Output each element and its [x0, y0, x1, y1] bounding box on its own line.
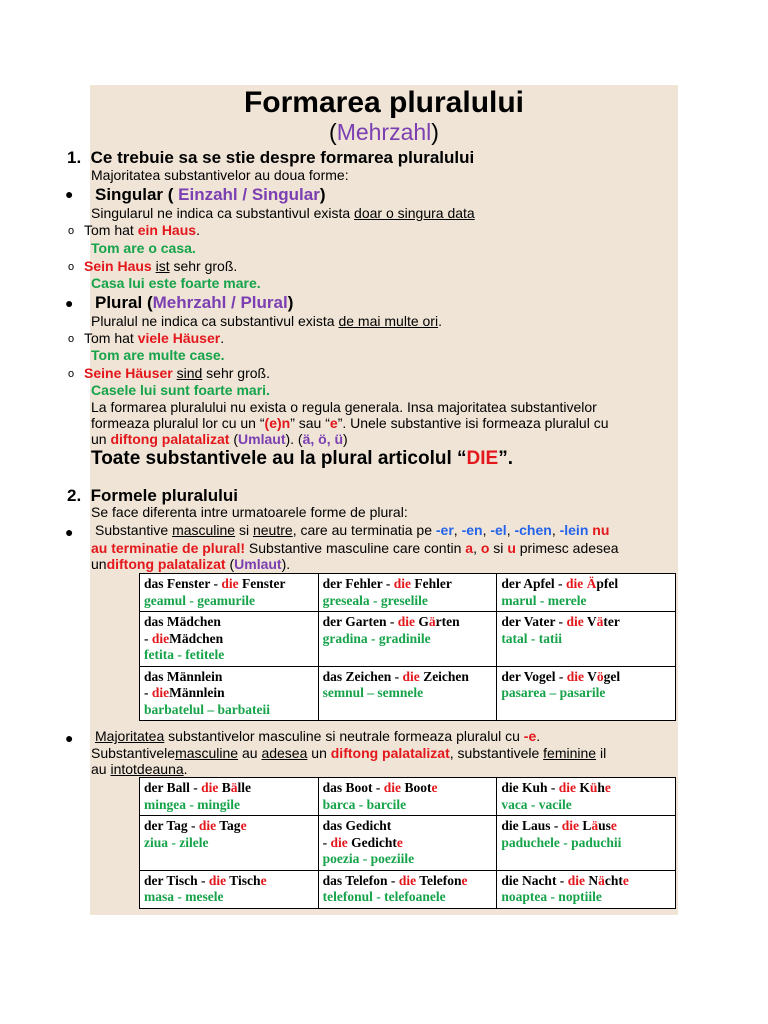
romanian-translation: noaptea - noptiile: [501, 889, 602, 904]
romanian-translation: greseala - greselile: [322, 592, 428, 608]
word-part: der Ball -: [144, 780, 202, 795]
bullet-1-line-3: undiftong palatalizat (Umlaut).: [91, 556, 291, 572]
table-row: [140, 778, 676, 816]
german-word-pair: [323, 576, 494, 593]
example-3: Tom hat viele Häuser.: [84, 330, 225, 346]
word-part: der Garten -: [322, 614, 398, 629]
german-word-pair: [323, 873, 494, 890]
word-part: h: [597, 780, 605, 795]
bullet-2-line-3: au intotdeauna.: [91, 761, 188, 777]
table-row: [140, 816, 676, 871]
table-cell: [318, 816, 497, 871]
word-part: Tag: [216, 818, 241, 833]
german-word-pair: [501, 873, 672, 890]
plural-highlight: die: [198, 818, 217, 833]
word-part: L: [578, 818, 592, 833]
paragraph-line-2: formeaza pluralul lor cu un “(e)n” sau “e”. Unele substantive isi formeaza pluralul cu: [91, 415, 609, 431]
example-2-translation: Casa lui este foarte mare.: [91, 275, 261, 291]
word-part: Fenster: [238, 576, 286, 591]
romanian-translation: barbatelul – barbateii: [144, 701, 271, 717]
singular-heading: Singular ( Einzahl / Singular): [95, 185, 326, 204]
plural-highlight: die: [398, 872, 417, 888]
german-word-pair: [144, 873, 315, 890]
german-word-pair: [323, 780, 494, 797]
word-part: lle: [237, 780, 252, 795]
german-word-pair: [323, 669, 494, 686]
german-word-pair: [144, 780, 315, 797]
romanian-translation: fetita - fetitele: [144, 647, 225, 662]
word-part: Zeichen: [419, 668, 469, 684]
word-part: G: [415, 614, 429, 629]
bullet-icon: ●: [65, 295, 74, 311]
word-part: das Fenster -: [144, 576, 222, 591]
word-part: der Fehler -: [322, 576, 394, 591]
romanian-translation: paduchele - paduchii: [501, 834, 622, 850]
bullet-icon: ●: [65, 524, 74, 540]
bullet-1-line-1: Substantive masculine si neutre, care au terminatia pe -er, -en, -el, -chen, -lein nu: [95, 522, 610, 538]
circle-bullet-icon: o: [68, 261, 75, 273]
bullet-2-line-1: Majoritatea substantivelor masculine si neutrale formeaza pluralul cu -e.: [95, 728, 541, 744]
plural-highlight: ä: [591, 818, 599, 833]
german-word-pair: [323, 614, 494, 631]
table-cell: [140, 612, 319, 667]
romanian-translation: geamul - geamurile: [144, 592, 255, 608]
table-cell: [497, 574, 676, 612]
romanian-translation: tatal - tatii: [501, 630, 563, 646]
table-cell: [497, 816, 676, 871]
table-cell: [140, 870, 319, 908]
plural-highlight: e: [461, 872, 468, 888]
plural-article-rule: Toate substantivele au la plural articolul “DIE”.: [91, 448, 513, 469]
plural-highlight: ü: [589, 780, 598, 795]
word-part: pfel: [596, 576, 619, 591]
paragraph-line-1: La formarea pluralului nu exista o regula generala. Insa majoritatea substantivelor: [91, 399, 597, 415]
table-cell: [140, 574, 319, 612]
plural-table-2: [139, 777, 676, 909]
word-part: V: [583, 614, 597, 629]
word-part: rten: [435, 614, 460, 629]
table-row: [140, 666, 676, 721]
plural-highlight: e: [396, 834, 403, 850]
table-cell: [140, 816, 319, 871]
german-word-pair: [501, 576, 672, 593]
page-title: Formarea pluralului: [243, 86, 525, 119]
section-1-heading: 1. Ce trebuie sa se stie despre formarea pluralului: [67, 148, 475, 167]
word-part: die Nacht -: [501, 872, 568, 888]
plural-definition: Pluralul ne indica ca substantivul exista de mai multe ori.: [91, 313, 442, 329]
german-word-pair: [144, 818, 315, 835]
table-cell: [318, 778, 497, 816]
plural-highlight: die: [393, 576, 412, 591]
table-cell: [497, 778, 676, 816]
word-part: B: [218, 780, 231, 795]
romanian-translation: mingea - mingile: [144, 796, 240, 812]
table-cell: [318, 870, 497, 908]
german-word-pair: [144, 614, 315, 631]
plural-highlight: die: [402, 668, 420, 684]
word-part: Gedicht: [347, 834, 397, 850]
word-part: das Boot -: [322, 780, 384, 795]
plural-highlight: die: [566, 668, 584, 684]
plural-highlight: ä: [428, 614, 436, 629]
circle-bullet-icon: o: [68, 225, 75, 237]
plural-highlight: e: [431, 780, 438, 795]
table-cell: [140, 778, 319, 816]
bullet-icon: ●: [65, 730, 74, 746]
word-part: der Vater -: [501, 614, 567, 629]
word-part: das Gedicht: [322, 818, 392, 833]
word-part: Boot: [401, 780, 432, 795]
plural-highlight: die: [558, 780, 576, 795]
plural-highlight: Ä: [586, 576, 597, 591]
romanian-translation: gradina - gradinile: [322, 630, 431, 646]
word-part: cht: [604, 872, 623, 888]
romanian-translation: telefonul - telefoanele: [322, 889, 446, 904]
word-part: der Tag -: [144, 818, 199, 833]
german-word-pair: [501, 780, 672, 797]
word-part: das Telefon -: [322, 872, 399, 888]
romanian-translation: barca - barcile: [322, 796, 407, 812]
word-part: Fehler: [411, 576, 452, 591]
word-part: die Kuh -: [501, 780, 559, 795]
plural-highlight: ö: [596, 668, 604, 684]
word-part: -: [322, 834, 331, 850]
plural-highlight: ä: [230, 780, 238, 795]
plural-highlight: die: [221, 576, 239, 591]
example-3-translation: Tom are multe case.: [91, 347, 225, 363]
german-word-pair: [501, 818, 672, 835]
singular-definition: Singularul ne indica ca substantivul exista doar o singura data: [91, 205, 475, 221]
german-word-pair: [501, 614, 672, 631]
romanian-translation: pasarea – pasarile: [501, 685, 606, 700]
word-part: us: [598, 818, 611, 833]
bullet-icon: ●: [65, 186, 74, 202]
plural-highlight: e: [622, 872, 629, 888]
word-part: Telefon: [416, 872, 462, 888]
word-part: -: [144, 685, 152, 700]
word-part: die Laus -: [501, 818, 562, 833]
word-part: K: [575, 780, 590, 795]
plural-highlight: die: [151, 685, 170, 700]
plural-highlight: die: [397, 614, 416, 629]
plural-highlight: e: [240, 818, 247, 833]
plural-highlight: ä: [598, 872, 605, 888]
plural-highlight: die: [561, 818, 579, 833]
plural-highlight: e: [260, 872, 267, 888]
plural-highlight: die: [330, 834, 348, 850]
word-part: der Vogel -: [501, 668, 567, 684]
section-1-intro: Majoritatea substantivelor au doua forme:: [91, 167, 349, 183]
word-part: das Mädchen: [144, 614, 221, 629]
table-cell: [497, 666, 676, 721]
bullet-1-line-2: au terminatie de plural! Substantive masculine care contin a, o si u primesc adesea: [91, 540, 619, 556]
word-part: Männlein: [169, 685, 225, 700]
table-cell: [497, 612, 676, 667]
word-part: Tisch: [226, 872, 261, 888]
romanian-translation: masa - mesele: [144, 889, 224, 904]
romanian-translation: marul - merele: [501, 592, 587, 608]
plural-highlight: die: [151, 630, 170, 646]
romanian-translation: poezia - poeziile: [322, 851, 415, 866]
german-word-pair: [144, 576, 315, 593]
section-2-intro: Se face diferenta intre urmatoarele forme de plural:: [91, 504, 408, 520]
plural-highlight: die: [565, 576, 584, 591]
example-1-translation: Tom are o casa.: [91, 240, 196, 256]
paragraph-line-3: un diftong palatalizat (Umlaut). (ä, ö, ü): [91, 431, 348, 447]
table-cell: [497, 870, 676, 908]
word-part: ter: [603, 614, 620, 629]
plural-table-1: [139, 573, 676, 721]
table-row: [140, 574, 676, 612]
example-4: Seine Häuser sind sehr groß.: [84, 365, 270, 381]
table-cell: [140, 666, 319, 721]
romanian-translation: vaca - vacile: [501, 796, 572, 812]
german-word-pair: [144, 685, 315, 702]
romanian-translation: ziua - zilele: [144, 834, 209, 850]
german-word-pair: [323, 835, 494, 852]
bullet-2-line-2: Substantivelemasculine au adesea un diftong palatalizat, substantivele feminine il: [91, 745, 607, 761]
german-word-pair: [144, 669, 315, 686]
word-part: N: [584, 872, 599, 888]
word-part: der Tisch -: [144, 872, 209, 888]
table-row: [140, 870, 676, 908]
section-2-heading: 2. Formele pluralului: [67, 486, 238, 505]
plural-highlight: die: [566, 614, 584, 629]
plural-highlight: die: [201, 780, 219, 795]
example-1: Tom hat ein Haus.: [84, 222, 200, 238]
table-cell: [318, 666, 497, 721]
word-part: der Apfel -: [501, 576, 566, 591]
word-part: Mädchen: [169, 630, 224, 646]
word-part: das Zeichen -: [322, 668, 403, 684]
word-part: gel: [603, 668, 621, 684]
plural-heading: Plural (Mehrzahl / Plural): [95, 293, 294, 312]
circle-bullet-icon: o: [68, 333, 75, 345]
circle-bullet-icon: o: [68, 368, 75, 380]
word-part: V: [583, 668, 597, 684]
plural-highlight: e: [604, 780, 611, 795]
plural-highlight: die: [208, 872, 227, 888]
example-2: Sein Haus ist sehr groß.: [84, 258, 238, 274]
plural-highlight: die: [383, 780, 402, 795]
word-part: -: [144, 630, 152, 646]
german-word-pair: [323, 818, 494, 835]
romanian-translation: semnul – semnele: [322, 685, 424, 700]
plural-highlight: ä: [596, 614, 604, 629]
word-part: das Männlein: [144, 668, 223, 684]
page-subtitle: (Mehrzahl): [329, 119, 439, 145]
german-word-pair: [144, 631, 315, 648]
table-cell: [318, 574, 497, 612]
table-cell: [318, 612, 497, 667]
table-row: [140, 612, 676, 667]
plural-highlight: die: [567, 872, 585, 888]
plural-highlight: e: [610, 818, 617, 833]
example-4-translation: Casele lui sunt foarte mari.: [91, 382, 270, 398]
german-word-pair: [501, 669, 672, 686]
